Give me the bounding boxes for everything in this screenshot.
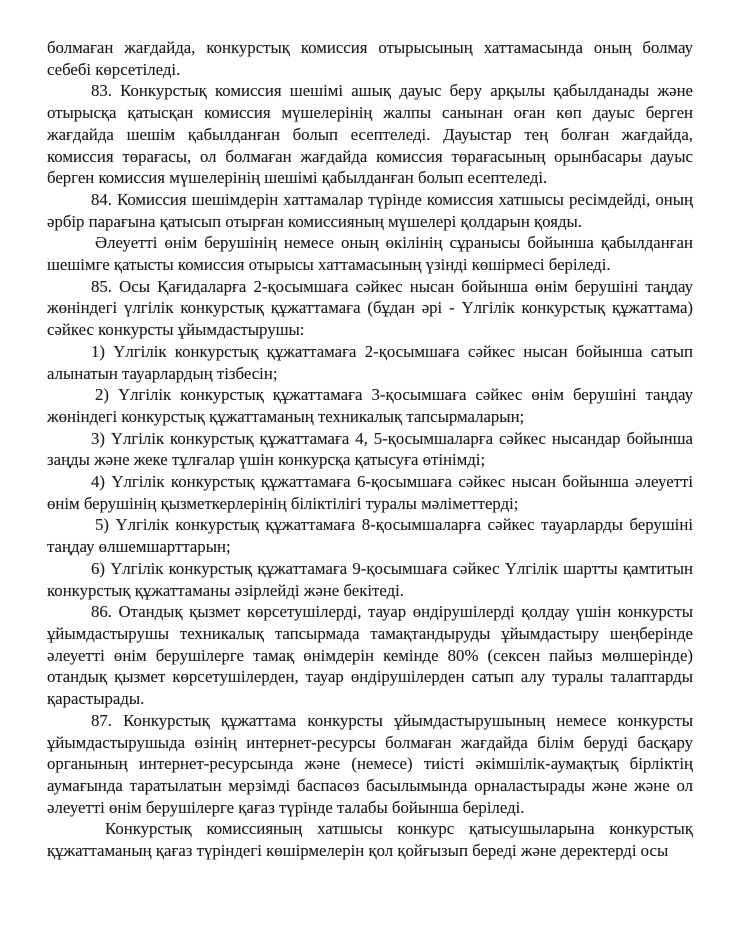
paragraph-85: 85. Осы Қағидаларға 2-қосымшаға сәйкес нысан бойынша өнім берушіні таңдау жөніндегі үлгілік конкурстық құжаттамаға (бұдан әрі - Үлгілік конкурстық құжаттама) сәйкес конкурсты ұйымдастырушы: xyxy=(47,276,693,340)
paragraph-85-item-5: 5) Үлгілік конкурстық құжаттамаға 8-қосымшаларға сәйкес тауарларды берушіні таңдау өлшемшарттарын; xyxy=(47,515,693,557)
paragraph-86: 86. Отандық қызмет көрсетушілерді, тауар өндірушілерді қолдау үшін конкурсты ұйымдастырушы техникалық тапсырмада тамақтандыруды ұйымдастыру шеңберінде әлеуетті өнім берушілерге тамақ өнімдерін кемінде 80% (сексен пайыз мөлшерінде) отандық қызмет көрсетушілерден, тауар өндірушілерден сатып алу туралы талаптарды қарастырады. xyxy=(47,602,693,709)
paragraph-85-item-2: 2) Үлгілік конкурстық құжаттамаға 3-қосымшаға сәйкес өнім берушіні таңдау жөніндегі конкурстық құжаттаманың техникалық тапсырмаларын; xyxy=(47,385,693,426)
paragraph-continuation: болмаған жағдайда, конкурстық комиссия отырысының хаттамасында оның болмау себебі көрсетіледі. xyxy=(47,38,693,79)
paragraph-84-excerpt: Әлеуетті өнім берушінің немесе оның өкілінің сұранысы бойынша қабылданған шешімге қатысты комиссия отырысы хаттамасының үзінді көшірмесі беріледі. xyxy=(47,233,693,275)
paragraph-85-item-3: 3) Үлгілік конкурстық құжаттамаға 4, 5-қосымшаларға сәйкес нысандар бойынша заңды және жеке тұлғалар үшін конкурсқа қатысуға өтінімді; xyxy=(47,428,693,470)
paragraph-83: 83. Конкурстық комиссия шешімі ашық дауыс беру арқылы қабылданады және отырысқа қатысқан комиссия мүшелерінің жалпы санынан оған көп дауыс берген жағдайда шешім қабылданған болып есептеледі. Дауыстар тең болған жағдайда, комиссия төрағасы, ол болмаған жағдайда комиссия төрағасының орынбасары дауыс берген комиссия мүшелерінің шешімі қабылданған болып есептеледі. xyxy=(47,81,693,188)
paragraph-84: 84. Комиссия шешімдерін хаттамалар түрінде комиссия хатшысы ресімдейді, оның әрбір парағына қатысып отырған комиссияның мүшелері қолдарын қояды. xyxy=(47,189,693,231)
document-text-block xyxy=(47,37,693,862)
paragraph-87: 87. Конкурстық құжаттама конкурсты ұйымдастырушының немесе конкурсты ұйымдастырушыда өзінің интернет-ресурсы болмаған жағдайда білім беруді басқару органының интернет-ресурсында және (немесе) тиісті әкімшілік-аумақтық бірліктің аумағында таратылатын мерзімді баспасөз басылымында орналастырады және және ол әлеуетті өнім берушілерге қағаз түрінде талабы бойынша беріледі. xyxy=(47,710,693,817)
paragraph-85-item-4: 4) Үлгілік конкурстық құжаттамаға 6-қосымшаға сәйкес нысан бойынша әлеуетті өнім берушінің қызметкерлерінің біліктілігі туралы мәліметтерді; xyxy=(47,472,693,513)
paragraph-85-item-6: 6) Үлгілік конкурстық құжаттамаға 9-қосымшаға сәйкес Үлгілік шартты қамтитын конкурстық құжаттаманы әзірлейді және бекітеді. xyxy=(47,558,693,600)
paragraph-85-item-1: 1) Үлгілік конкурстық құжаттамаға 2-қосымшаға сәйкес нысан бойынша сатып алынатын тауарлардың тізбесін; xyxy=(47,341,693,383)
paragraph-87-secretary: Конкурстық комиссияның хатшысы конкурс қатысушыларына конкурстық құжаттаманың қағаз түріндегі көшірмелерін қол қойғызып береді және деректерді осы xyxy=(47,819,693,861)
